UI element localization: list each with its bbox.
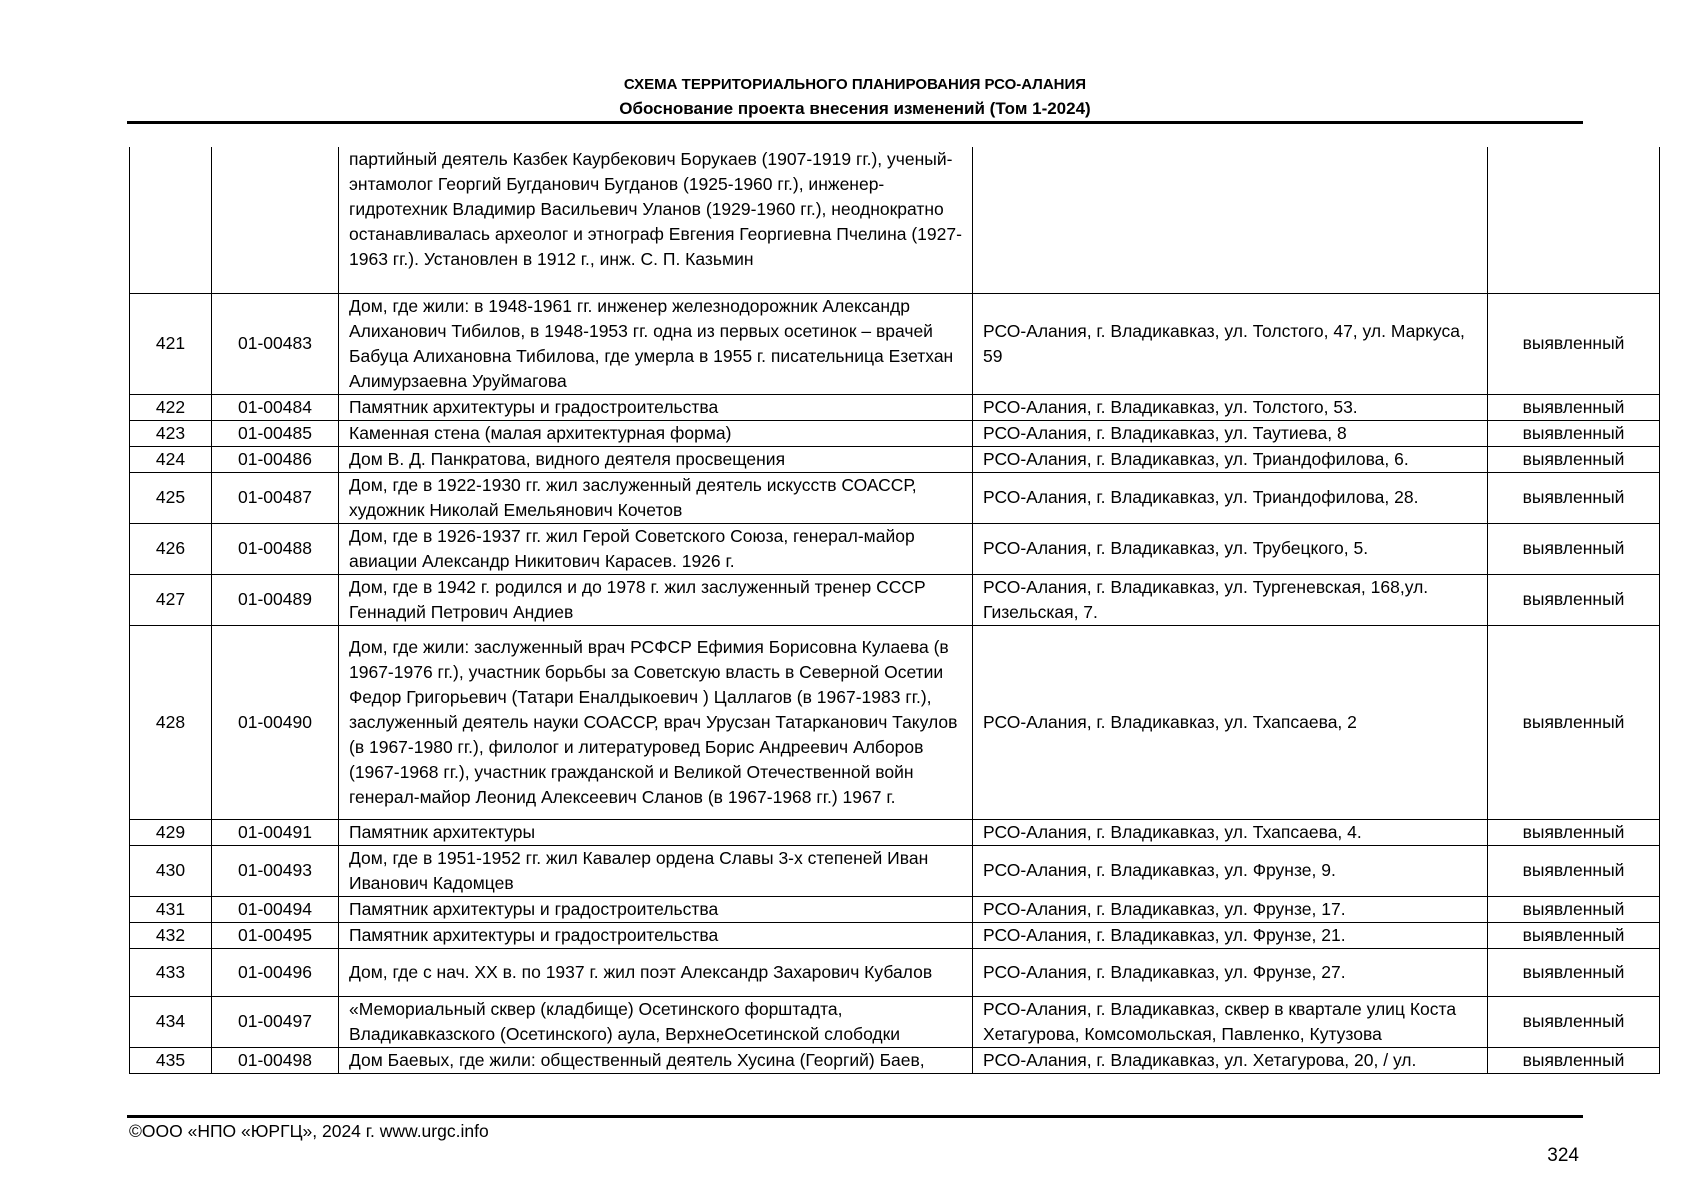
cell-address: РСО-Алания, г. Владикавказ, ул. Фрунзе, 9. [973,845,1488,896]
cell-status: выявленный [1488,523,1660,574]
cell-address: РСО-Алания, г. Владикавказ, ул. Тхапсаева, 4. [973,819,1488,845]
table-row [130,845,1660,896]
cell-number: 422 [130,394,212,420]
cell-name: «Мемориальный сквер (кладбище) Осетинского форштадта, Владикавказского (Осетинского) аула, ВерхнеОсетинской слободки [339,996,973,1047]
cell-code: 01-00495 [212,922,339,948]
cell-status: выявленный [1488,574,1660,625]
table-row [130,996,1660,1047]
table-row [130,896,1660,922]
cell-address: РСО-Алания, г. Владикавказ, сквер в квартале улиц Коста Хетагурова, Комсомольская, Павленко, Кутузова [973,996,1488,1047]
cell-name: Дом, где с нач. XX в. по 1937 г. жил поэт Александр Захарович Кубалов [339,948,973,996]
cell-number: 428 [130,625,212,819]
cell-code: 01-00490 [212,625,339,819]
cell-address [973,147,1488,293]
table-row-continued [130,147,1660,293]
cell-number: 430 [130,845,212,896]
cell-name: Памятник архитектуры [339,819,973,845]
cell-name: Памятник архитектуры и градостроительства [339,394,973,420]
cell-status [1488,147,1660,293]
cell-address: РСО-Алания, г. Владикавказ, ул. Тхапсаева, 2 [973,625,1488,819]
cell-code: 01-00494 [212,896,339,922]
cell-status: выявленный [1488,293,1660,394]
cell-status: выявленный [1488,948,1660,996]
table-row [130,446,1660,472]
cell-number [130,147,212,293]
table-row [130,472,1660,523]
cell-status: выявленный [1488,996,1660,1047]
cell-name: Дом, где жили: заслуженный врач РСФСР Ефимия Борисовна Кулаева (в 1967-1976 гг.), участник борьбы за Советскую власть в Северной Осетии Федор Григорьевич (Татари Еналдыкоевич ) Цаллагов (в 1967-1983 гг.), заслуженный деятель науки СОАССР, врач Урусзан Татарканович Такулов (в 1967-1980 гг.), филолог и литературовед Борис Андреевич Алборов (1967-1968 гг.), участник гражданской и Великой Отечественной войн генерал-майор Леонид Алексеевич Сланов (в 1967-1968 гг.) 1967 г. [339,625,973,819]
cell-status: выявленный [1488,420,1660,446]
cell-address: РСО-Алания, г. Владикавказ, ул. Тургеневская, 168,ул. Гизельская, 7. [973,574,1488,625]
cell-name: Дом В. Д. Панкратова, видного деятеля просвещения [339,446,973,472]
cell-code: 01-00489 [212,574,339,625]
cell-code: 01-00484 [212,394,339,420]
cell-address: РСО-Алания, г. Владикавказ, ул. Хетагурова, 20, / ул. [973,1047,1488,1073]
table-row [130,819,1660,845]
cell-number: 433 [130,948,212,996]
cell-number: 435 [130,1047,212,1073]
cell-number: 434 [130,996,212,1047]
cell-name: Памятник архитектуры и градостроительства [339,922,973,948]
table-row [130,1047,1660,1073]
cell-code [212,147,339,293]
cell-status: выявленный [1488,1047,1660,1073]
cell-address: РСО-Алания, г. Владикавказ, ул. Толстого, 53. [973,394,1488,420]
cell-name: Памятник архитектуры и градостроительства [339,896,973,922]
document-subtitle: Обоснование проекта внесения изменений (Том 1-2024) [619,99,1091,118]
table-row [130,625,1660,819]
cell-code: 01-00491 [212,819,339,845]
cell-code: 01-00493 [212,845,339,896]
cell-number: 431 [130,896,212,922]
cell-number: 424 [130,446,212,472]
cell-address: РСО-Алания, г. Владикавказ, ул. Триандофилова, 6. [973,446,1488,472]
cell-name: Дом Баевых, где жили: общественный деятель Хусина (Георгий) Баев, [339,1047,973,1073]
cell-number: 429 [130,819,212,845]
cell-name: Дом, где в 1926-1937 гг. жил Герой Советского Союза, генерал-майор авиации Александр Никитович Карасев. 1926 г. [339,523,973,574]
table-row [130,922,1660,948]
cell-name: Дом, где в 1942 г. родился и до 1978 г. жил заслуженный тренер СССР Геннадий Петрович Андиев [339,574,973,625]
page-number: 324 [1547,1145,1579,1166]
cell-code: 01-00496 [212,948,339,996]
document-title: СХЕМА ТЕРРИТОРИАЛЬНОГО ПЛАНИРОВАНИЯ РСО-АЛАНИЯ [623,76,1087,93]
cell-status: выявленный [1488,472,1660,523]
cell-status: выявленный [1488,845,1660,896]
cell-address: РСО-Алания, г. Владикавказ, ул. Трубецкого, 5. [973,523,1488,574]
cell-code: 01-00497 [212,996,339,1047]
cell-code: 01-00488 [212,523,339,574]
cell-number: 421 [130,293,212,394]
cell-name: Дом, где в 1951-1952 гг. жил Кавалер ордена Славы 3-х степеней Иван Иванович Кадомцев [339,845,973,896]
footer-copyright: ©ООО «НПО «ЮРГЦ», 2024 г. www.urgc.info [129,1121,489,1141]
table-body [130,147,1660,1073]
cell-address: РСО-Алания, г. Владикавказ, ул. Толстого, 47, ул. Маркуса, 59 [973,293,1488,394]
cell-name: Дом, где жили: в 1948-1961 гг. инженер железнодорожник Александр Алиханович Тибилов, в 1948-1953 гг. одна из первых осетинок – врачей Бабуца Алихановна Тибилова, где умерла в 1955 г. писательница Езетхан Алимурзаевна Уруймагова [339,293,973,394]
cell-address: РСО-Алания, г. Владикавказ, ул. Фрунзе, 17. [973,896,1488,922]
cell-number: 425 [130,472,212,523]
cell-number: 427 [130,574,212,625]
heritage-registry-table [129,147,1660,1074]
cell-code: 01-00483 [212,293,339,394]
cell-name: Дом, где в 1922-1930 гг. жил заслуженный деятель искусств СОАССР, художник Николай Емельянович Кочетов [339,472,973,523]
cell-address: РСО-Алания, г. Владикавказ, ул. Фрунзе, 21. [973,922,1488,948]
cell-name: партийный деятель Казбек Каурбекович Борукаев (1907-1919 гг.), ученый-энтамолог Георгий Бугданович Бугданов (1925-1960 гг.), инженер-гидротехник Владимир Васильевич Уланов (1929-1960 гг.), неоднократно останавливалась археолог и этнограф Евгения Георгиевна Пчелина (1927-1963 гг.). Установлен в 1912 г., инж. С. П. Казьмин [339,147,973,293]
cell-code: 01-00485 [212,420,339,446]
document-header [127,73,1583,121]
table-row [130,394,1660,420]
cell-status: выявленный [1488,819,1660,845]
table-row [130,420,1660,446]
cell-status: выявленный [1488,896,1660,922]
cell-code: 01-00487 [212,472,339,523]
header-rule [127,121,1583,124]
cell-status: выявленный [1488,625,1660,819]
cell-address: РСО-Алания, г. Владикавказ, ул. Фрунзе, 27. [973,948,1488,996]
table-row [130,948,1660,996]
cell-status: выявленный [1488,446,1660,472]
cell-name: Каменная стена (малая архитектурная форма) [339,420,973,446]
table-row [130,293,1660,394]
cell-status: выявленный [1488,922,1660,948]
cell-number: 423 [130,420,212,446]
cell-number: 426 [130,523,212,574]
cell-code: 01-00486 [212,446,339,472]
cell-number: 432 [130,922,212,948]
cell-status: выявленный [1488,394,1660,420]
table-row [130,523,1660,574]
cell-code: 01-00498 [212,1047,339,1073]
cell-address: РСО-Алания, г. Владикавказ, ул. Триандофилова, 28. [973,472,1488,523]
table-row [130,574,1660,625]
cell-address: РСО-Алания, г. Владикавказ, ул. Таутиева, 8 [973,420,1488,446]
